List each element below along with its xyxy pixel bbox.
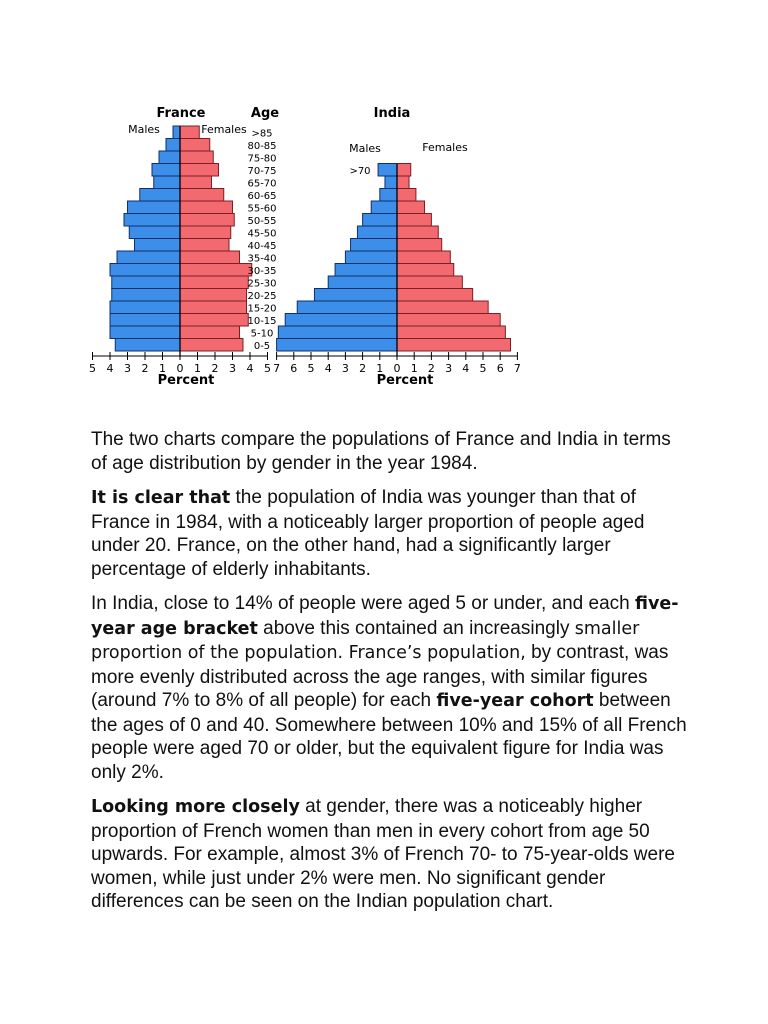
x-tick-label: 4 [462, 362, 470, 375]
bar-france-male-11 [128, 201, 181, 214]
bar-france-female-1 [180, 326, 240, 339]
x-tick-label: 3 [229, 362, 236, 375]
x-tick-label: 4 [246, 362, 254, 375]
males-label-0: Males [128, 123, 160, 136]
bar-india-male-2 [285, 314, 397, 327]
bar-france-male-13 [154, 176, 180, 189]
details-text-e: by contrast, was more evenly distributed across the age ranges, with similar figures (around 7% to 8% of all people) for each [91, 642, 669, 711]
bar-france-female-11 [180, 201, 233, 214]
bar-france-female-5 [180, 276, 248, 289]
x-tick-label: 1 [194, 362, 201, 375]
bar-india-male-1 [278, 326, 397, 339]
essay-text [91, 428, 691, 925]
details-text-d: smaller proportion of the population. France’s population, [91, 618, 640, 663]
bar-india-female-7 [397, 251, 450, 264]
bar-india-male-3 [297, 301, 397, 314]
gender-lead: Looking more closely [91, 797, 300, 817]
age-axis-title: Age [250, 106, 280, 121]
essay-paragraph-intro [91, 428, 691, 475]
bar-india-male-14 [378, 164, 397, 177]
pyramid-charts-svg [0, 95, 768, 395]
x-tick-label: 1 [376, 362, 384, 375]
bar-france-female-2 [180, 314, 248, 327]
bar-india-female-2 [397, 314, 500, 327]
bar-india-male-7 [345, 251, 397, 264]
age-label: 80-85 [247, 140, 277, 152]
bar-france-male-8 [135, 239, 181, 252]
x-tick-label: 6 [496, 362, 504, 375]
bar-india-female-12 [397, 189, 416, 202]
details-text-g: between the ages of 0 and 40. Somewhere between 10% and 15% of all French people were aged 70 or older, but the equivalent figure for India was only 2%. [91, 690, 687, 783]
bar-india-female-0 [397, 339, 511, 352]
overview-lead: It is clear that [91, 488, 231, 508]
age-label: 45-50 [247, 228, 277, 240]
age-label: 30-35 [247, 265, 277, 277]
age-label: 50-55 [247, 215, 277, 227]
bar-india-female-6 [397, 264, 454, 277]
bar-india-female-14 [397, 164, 411, 177]
age-label: 70-75 [247, 165, 277, 177]
bar-india-male-8 [351, 239, 397, 252]
bar-france-female-15 [180, 151, 213, 164]
age-label: 35-40 [247, 253, 277, 265]
x-tick-label: 2 [359, 362, 367, 375]
bar-france-female-16 [180, 139, 210, 152]
x-tick-label: 5 [89, 362, 96, 375]
bar-india-female-11 [397, 201, 425, 214]
details-text-c: above this contained an increasingly [257, 617, 575, 639]
x-tick-label: 1 [410, 362, 418, 375]
x-tick-label: 4 [106, 362, 114, 375]
bar-india-male-13 [385, 176, 397, 189]
bar-france-male-15 [159, 151, 180, 164]
essay-paragraph-overview [91, 486, 691, 581]
bar-france-male-1 [110, 326, 180, 339]
bar-france-male-7 [117, 251, 180, 264]
bar-india-male-5 [328, 276, 397, 289]
x-tick-label: 5 [264, 362, 271, 375]
x-tick-label: 3 [124, 362, 131, 375]
bar-india-male-9 [357, 226, 397, 239]
x-tick-label: 5 [307, 362, 315, 375]
age-label: 25-30 [247, 278, 277, 290]
bar-france-female-17 [180, 126, 199, 139]
x-tick-label: 0 [176, 362, 184, 375]
females-label-1: Females [422, 141, 468, 154]
bar-france-male-12 [140, 189, 180, 202]
gender-text: at gender, there was a noticeably higher proportion of French women than men in every cohort from age 50 upwards. For example, almost 3% of French 70- to 75-year-olds were women, while just under 2% were men. No significant gender differences can be seen on the Indian population chart. [91, 796, 675, 912]
essay-paragraph-gender [91, 795, 691, 914]
bar-france-male-14 [152, 164, 180, 177]
x-tick-label: 3 [341, 362, 349, 375]
bar-india-female-5 [397, 276, 462, 289]
chart-title-0: France [156, 106, 206, 121]
bar-france-female-14 [180, 164, 219, 177]
bar-france-male-3 [110, 301, 180, 314]
bar-france-female-4 [180, 289, 247, 302]
age-label: 15-20 [247, 303, 277, 315]
bar-india-male-12 [380, 189, 397, 202]
x-tick-label: 4 [324, 362, 332, 375]
x-tick-label: 2 [211, 362, 219, 375]
bar-france-female-13 [180, 176, 212, 189]
bar-india-male-0 [277, 339, 397, 352]
bar-france-female-6 [180, 264, 252, 277]
bar-france-male-9 [129, 226, 180, 239]
bar-france-male-2 [110, 314, 180, 327]
bar-france-female-12 [180, 189, 224, 202]
bar-france-female-10 [180, 214, 234, 227]
x-axis-title-1: Percent [376, 373, 434, 388]
age-label: >85 [251, 128, 273, 140]
females-label-0: Females [201, 123, 247, 136]
essay-paragraph-details [91, 592, 691, 784]
age-label: 75-80 [247, 153, 277, 165]
bar-france-female-0 [180, 339, 243, 352]
bar-france-male-4 [112, 289, 180, 302]
bar-india-male-4 [314, 289, 397, 302]
bar-india-male-6 [335, 264, 397, 277]
x-tick-label: 3 [445, 362, 453, 375]
details-text-a: In India, close to 14% of people were aged 5 or under, and each [91, 593, 635, 614]
age-label: 65-70 [247, 178, 277, 190]
population-pyramids [0, 95, 768, 395]
chart-title-1: India [373, 106, 411, 121]
bar-india-female-13 [397, 176, 409, 189]
bar-france-female-7 [180, 251, 240, 264]
males-label-1: Males [349, 142, 381, 155]
x-tick-label: 7 [513, 362, 521, 375]
details-bold-cohort: five-year cohort [436, 691, 594, 711]
bar-france-male-6 [110, 264, 180, 277]
bar-india-female-10 [397, 214, 431, 227]
x-tick-label: 2 [141, 362, 149, 375]
age-label: 60-65 [247, 190, 277, 202]
age-label: 20-25 [247, 290, 277, 302]
age-label: 0-5 [253, 340, 271, 352]
x-tick-label: 7 [273, 362, 281, 375]
bar-india-female-1 [397, 326, 505, 339]
overview-text: the population of India was younger than that of France in 1984, with a noticeably larger proportion of people aged under 20. France, on the other hand, had a significantly larger percentage of elderly inhabitants. [91, 487, 645, 580]
bar-india-female-3 [397, 301, 488, 314]
bar-france-male-17 [173, 126, 180, 139]
bar-france-female-9 [180, 226, 231, 239]
x-tick-label: 2 [427, 362, 435, 375]
bar-france-male-16 [166, 139, 180, 152]
details-bold-bracket: five-year age bracket [91, 594, 679, 639]
bar-france-male-10 [124, 214, 180, 227]
bar-france-female-3 [180, 301, 247, 314]
x-tick-label: 5 [479, 362, 487, 375]
bar-france-female-8 [180, 239, 229, 252]
bar-india-male-11 [371, 201, 397, 214]
x-tick-label: 6 [290, 362, 298, 375]
age-label: 55-60 [247, 203, 277, 215]
age-label: 40-45 [247, 240, 277, 252]
x-axis-title-0: Percent [157, 373, 215, 388]
age-label: >70 [349, 165, 371, 177]
age-label: 10-15 [247, 315, 277, 327]
intro-text: The two charts compare the populations of France and India in terms of age distribution by gender in the year 1984. [91, 429, 671, 474]
bar-india-male-10 [363, 214, 397, 227]
age-label: 5-10 [250, 328, 274, 340]
bar-india-female-8 [397, 239, 442, 252]
x-tick-label: 1 [159, 362, 166, 375]
bar-india-female-4 [397, 289, 473, 302]
bar-france-male-0 [115, 339, 180, 352]
bar-france-male-5 [112, 276, 180, 289]
bar-india-female-9 [397, 226, 438, 239]
x-tick-label: 0 [393, 362, 401, 375]
